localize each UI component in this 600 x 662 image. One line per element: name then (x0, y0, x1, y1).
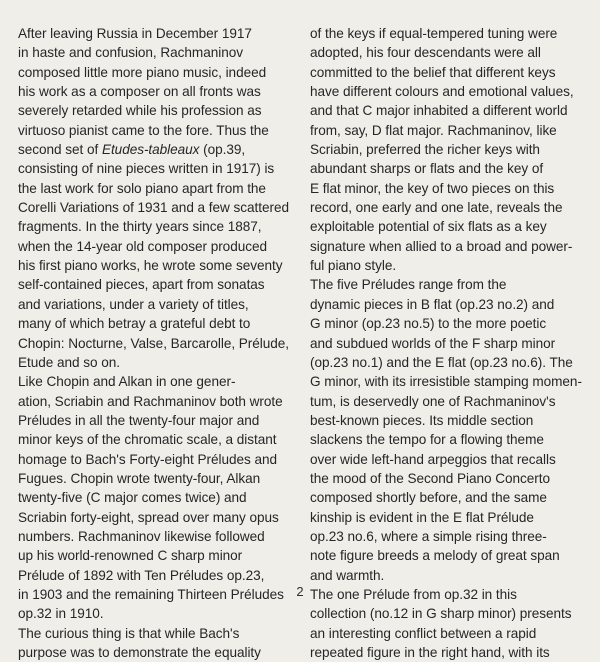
text-line: and variations, under a variety of titles, (18, 296, 249, 312)
text-line: repeated figure in the right hand, with its (310, 645, 550, 660)
text-line: and that C major inhabited a different world (310, 103, 568, 119)
text-line: homage to Bach's Forty-eight Préludes and (18, 451, 277, 467)
text-line: E flat minor, the key of two pieces on this (310, 180, 555, 196)
text-line: Préludes in all the twenty-four major and (18, 412, 260, 428)
text-line: exploitable potential of six flats as a key (310, 219, 547, 235)
text-line: abundant sharps or flats and the key of (310, 161, 544, 177)
text-line: The curious thing is that while Bach's (18, 625, 240, 641)
text-line: have different colours and emotional values, (310, 84, 574, 100)
text-line: up his world-renowned C sharp minor (18, 548, 243, 564)
text-line: record, one early and one late, reveals the (310, 200, 563, 216)
text-line: dynamic pieces in B flat (op.23 no.2) and (310, 296, 555, 312)
text-line: op.23 no.6, where a simple rising three- (310, 528, 547, 544)
text-fragment: second set of (18, 142, 102, 158)
text-line: slackens the tempo for a flowing theme (310, 432, 544, 448)
text-line: The five Préludes range from the (310, 277, 507, 293)
text-line: an interesting conflict between a rapid (310, 625, 537, 641)
right-text-column (310, 24, 589, 662)
text-line: his first piano works, he wrote some seventy (18, 258, 283, 274)
text-line: adopted, his four descendants were all (310, 45, 541, 61)
text-line: kinship is evident in the E flat Prélude (310, 509, 534, 525)
text-line: Like Chopin and Alkan in one gener- (18, 374, 236, 390)
text-line: collection (no.12 in G sharp minor) presents (310, 606, 572, 622)
text-line: Scriabin forty-eight, spread over many opus (18, 509, 279, 525)
text-line: over wide left-hand arpeggios that recalls (310, 451, 556, 467)
text-line: tum, is deservedly one of Rachmaninov's (310, 393, 556, 409)
text-line: in haste and confusion, Rachmaninov (18, 45, 243, 61)
right-paragraphs (310, 24, 589, 662)
text-line: Prélude of 1892 with Ten Préludes op.23, (18, 567, 265, 583)
text-line: numbers. Rachmaninov likewise followed (18, 528, 265, 544)
left-paragraphs (18, 24, 298, 662)
text-line: when the 14-year old composer produced (18, 238, 267, 254)
text-line: The one Prélude from op.32 in this (310, 586, 517, 602)
text-line: Scriabin, preferred the richer keys with (310, 142, 540, 158)
text-line: virtuoso pianist came to the fore. Thus the (18, 122, 269, 138)
text-line: the mood of the Second Piano Concerto (310, 470, 550, 486)
text-line: Fugues. Chopin wrote twenty-four, Alkan (18, 470, 261, 486)
left-text-column (18, 24, 298, 662)
text-line: composed shortly before, and the same (310, 490, 547, 506)
text-line: and subdued worlds of the F sharp minor (310, 335, 556, 351)
text-line: from, say, D flat major. Rachmaninov, like (310, 122, 557, 138)
text-line: minor keys of the chromatic scale, a distant (18, 432, 277, 448)
text-line: After leaving Russia in December 1917 (18, 26, 252, 41)
text-line: Etude and so on. (18, 354, 120, 370)
text-line: and warmth. (310, 567, 385, 583)
text-line: Corelli Variations of 1931 and a few scattered (18, 200, 289, 216)
text-line: G minor (op.23 no.5) to the more poetic (310, 316, 547, 332)
text-line: of the keys if equal-tempered tuning were (310, 26, 558, 41)
text-line: severely retarded while his profession as (18, 103, 262, 119)
text-line: fragments. In the thirty years since 1887, (18, 219, 262, 235)
text-line: Chopin: Nocturne, Valse, Barcarolle, Prélude, (18, 335, 290, 351)
text-line: committed to the belief that different keys (310, 64, 556, 80)
text-fragment: (op.39, (199, 142, 246, 158)
text-line: his work as a composer on all fronts was (18, 84, 261, 100)
text-line: ful piano style. (310, 258, 397, 274)
text-line: consisting of nine pieces written in 1917) is (18, 161, 275, 177)
text-line: note figure breeds a melody of great span (310, 548, 560, 564)
text-line: the last work for solo piano apart from the (18, 180, 266, 196)
text-line: self-contained pieces, apart from sonatas (18, 277, 265, 293)
text-line: ation, Scriabin and Rachmaninov both wrote (18, 393, 283, 409)
text-line-with-title (18, 140, 298, 159)
text-line: (op.23 no.1) and the E flat (op.23 no.6). The (310, 354, 573, 370)
text-line: signature when allied to a broad and power- (310, 238, 573, 254)
text-line: twenty-five (C major comes twice) and (18, 490, 247, 506)
text-line: best-known pieces. Its middle section (310, 412, 534, 428)
page-number: 2 (296, 584, 304, 599)
text-line: purpose was to demonstrate the equality (18, 645, 261, 660)
text-line: composed little more piano music, indeed (18, 64, 267, 80)
text-line: many of which betray a grateful debt to (18, 316, 251, 332)
text-line: G minor, with its irresistible stamping momen- (310, 374, 582, 390)
text-line: in 1903 and the remaining Thirteen Préludes (18, 586, 284, 602)
work-title: Etudes-tableaux (101, 142, 200, 158)
text-line: op.32 in 1910. (18, 606, 104, 622)
